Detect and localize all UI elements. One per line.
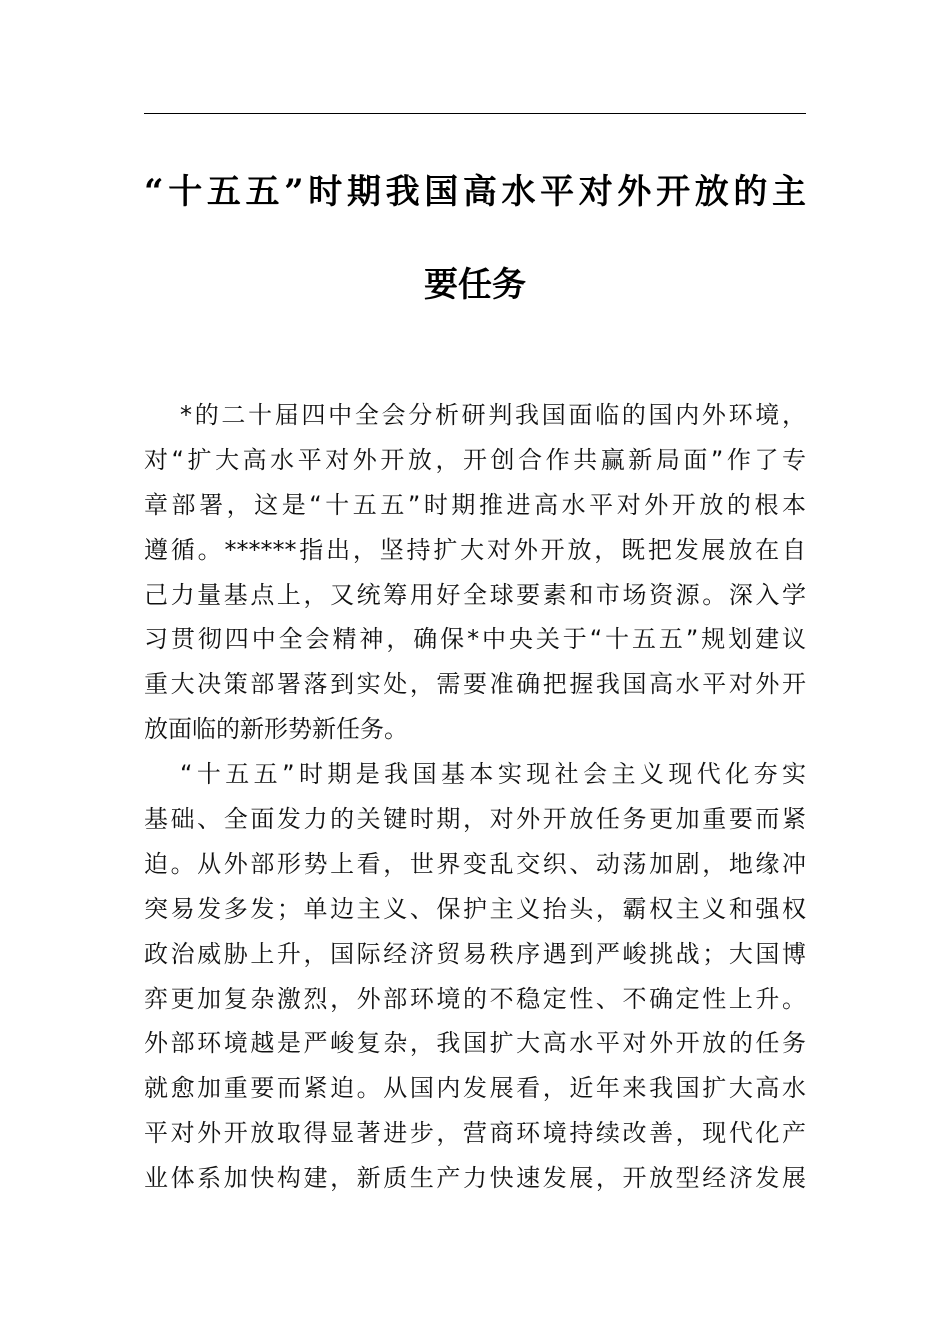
text-line: 习贯彻四中全会精神，确保*中央关于“十五五”规划建议 bbox=[144, 625, 806, 654]
text-line: 外部环境越是严峻复杂，我国扩大高水平对外开放的任务 bbox=[144, 1029, 806, 1058]
paragraph-2 bbox=[144, 752, 806, 1201]
text-line: 平对外开放取得显著进步，营商环境持续改善，现代化产 bbox=[144, 1119, 806, 1148]
paragraph-1 bbox=[144, 393, 806, 752]
text-line: 业体系加快构建，新质生产力快速发展，开放型经济发展 bbox=[144, 1164, 806, 1193]
text-line: 就愈加重要而紧迫。从国内发展看，近年来我国扩大高水 bbox=[144, 1074, 806, 1103]
text-line: 重大决策部署落到实处，需要准确把握我国高水平对外开 bbox=[144, 670, 806, 699]
text-line: 突易发多发；单边主义、保护主义抬头，霸权主义和强权 bbox=[144, 894, 806, 923]
text-line: 章部署，这是“十五五”时期推进高水平对外开放的根本 bbox=[144, 490, 806, 519]
text-line: 基础、全面发力的关键时期，对外开放任务更加重要而紧 bbox=[144, 805, 806, 834]
text-line: 己力量基点上，又统筹用好全球要素和市场资源。深入学 bbox=[144, 580, 806, 609]
text-line: 放面临的新形势新任务。 bbox=[144, 715, 408, 744]
document-title bbox=[144, 168, 806, 309]
text-line: 对“扩大高水平对外开放，开创合作共赢新局面”作了专 bbox=[144, 445, 806, 474]
document-body bbox=[144, 393, 806, 1201]
text-line: 弈更加复杂激烈，外部环境的不稳定性、不确定性上升。 bbox=[144, 984, 806, 1013]
text-line: 遵循。******指出，坚持扩大对外开放，既把发展放在自 bbox=[144, 535, 806, 564]
title-line-2: 要任务 bbox=[424, 265, 526, 305]
text-line: 迫。从外部形势上看，世界变乱交织、动荡加剧，地缘冲 bbox=[144, 849, 806, 878]
text-line: 政治威胁上升，国际经济贸易秩序遇到严峻挑战；大国博 bbox=[144, 939, 806, 968]
header-rule bbox=[144, 113, 806, 114]
title-line-1: “十五五”时期我国高水平对外开放的主 bbox=[144, 172, 806, 212]
text-line: *的二十届四中全会分析研判我国面临的国内外环境， bbox=[180, 401, 806, 429]
text-line: “十五五”时期是我国基本实现社会主义现代化夯实 bbox=[180, 760, 806, 789]
